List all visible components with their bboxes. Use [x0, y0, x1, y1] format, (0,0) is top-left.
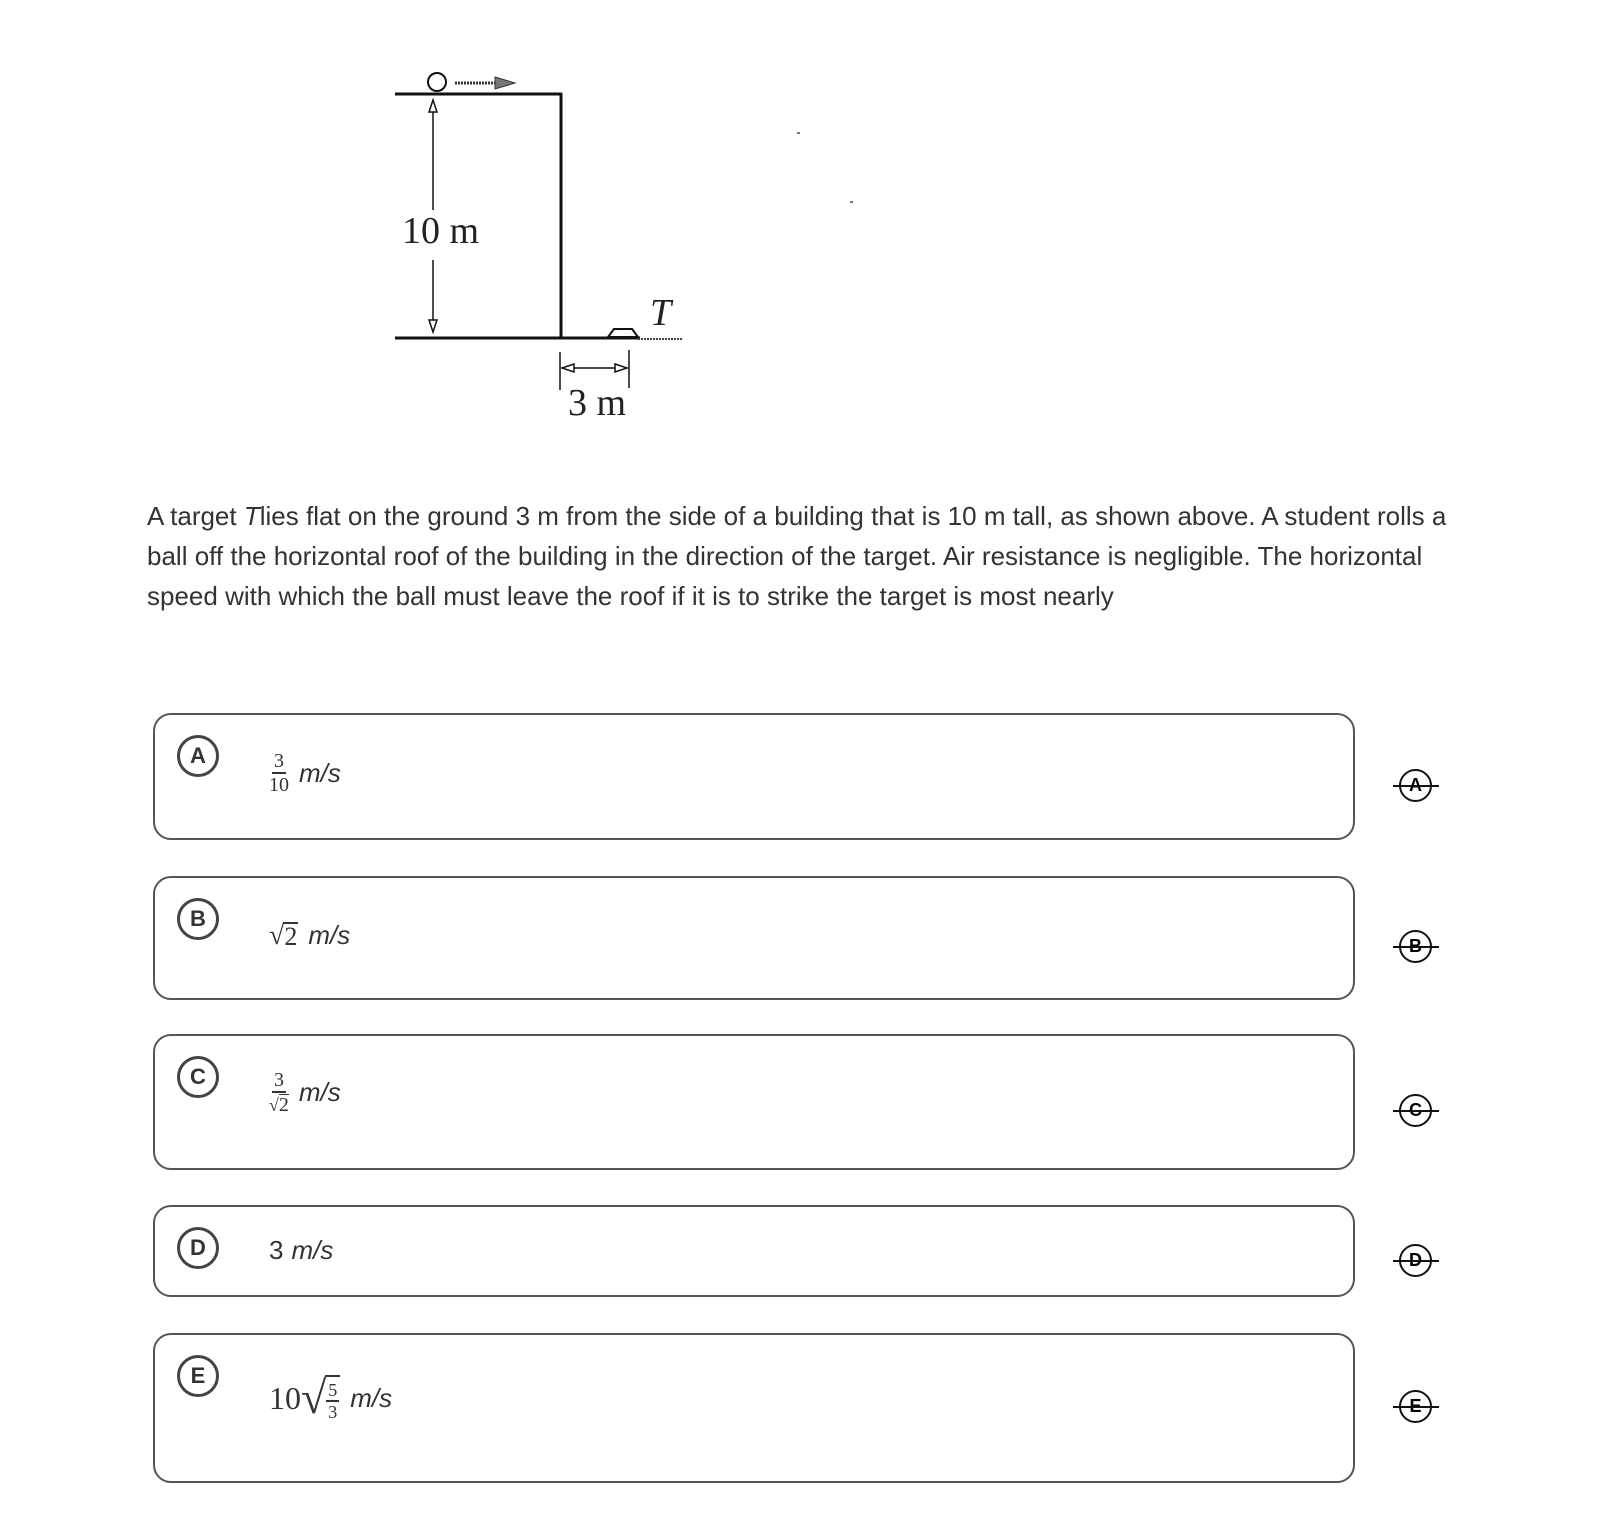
fraction: 3 √ 2	[269, 1069, 289, 1116]
problem-diagram	[380, 60, 700, 440]
option-letter-b: B	[177, 898, 219, 940]
strikethrough-button-a[interactable]	[1393, 769, 1437, 805]
square-root: √ $\frac{5}{3}$	[301, 1375, 340, 1421]
strikethrough-button-e[interactable]	[1393, 1390, 1437, 1426]
ball-icon	[428, 73, 446, 91]
target-variable: T	[243, 501, 260, 531]
option-c-text: 3 √ 2 m/s	[269, 1069, 341, 1116]
option-letter-d: D	[177, 1227, 219, 1269]
answer-option-c[interactable]	[153, 1034, 1355, 1170]
answer-option-e[interactable]	[153, 1333, 1355, 1483]
height-label: 10 m	[402, 210, 480, 252]
scan-speck	[850, 201, 853, 203]
strikethrough-button-d[interactable]	[1393, 1244, 1437, 1280]
option-letter-a: A	[177, 735, 219, 777]
answer-option-d[interactable]	[153, 1205, 1355, 1297]
target-label: T	[650, 292, 672, 334]
option-letter-e: E	[177, 1355, 219, 1397]
scan-speck	[797, 132, 800, 134]
distance-label: 3 m	[568, 382, 627, 424]
option-a-text: $\frac{3}{10}$ m/s	[269, 750, 341, 796]
answer-option-a[interactable]	[153, 713, 1355, 840]
option-e-text: 10 √ $\frac{5}{3}$ m/s	[269, 1372, 393, 1423]
option-b-text: √ 2 m/s	[269, 919, 351, 951]
strikethrough-button-b[interactable]	[1393, 930, 1437, 966]
question-text: A target Tlies flat on the ground 3 m from the side of a building that is 10 m tall, as shown above. A student rolls a ball off the horizontal roof of the building in the direction of the target. Air resistance is negligible. The horizontal speed with which the ball must leave the roof if it is to strike the target is most nearly	[147, 501, 1447, 611]
strikethrough-button-c[interactable]	[1393, 1094, 1437, 1130]
fraction: $\frac{3}{10}$	[269, 750, 289, 796]
answer-option-b[interactable]	[153, 876, 1355, 1000]
option-d-text: 3 m/s	[269, 1235, 334, 1265]
target-icon	[608, 329, 638, 337]
square-root: √ 2	[269, 919, 298, 951]
arrow-right-icon	[455, 77, 515, 89]
option-letter-c: C	[177, 1056, 219, 1098]
